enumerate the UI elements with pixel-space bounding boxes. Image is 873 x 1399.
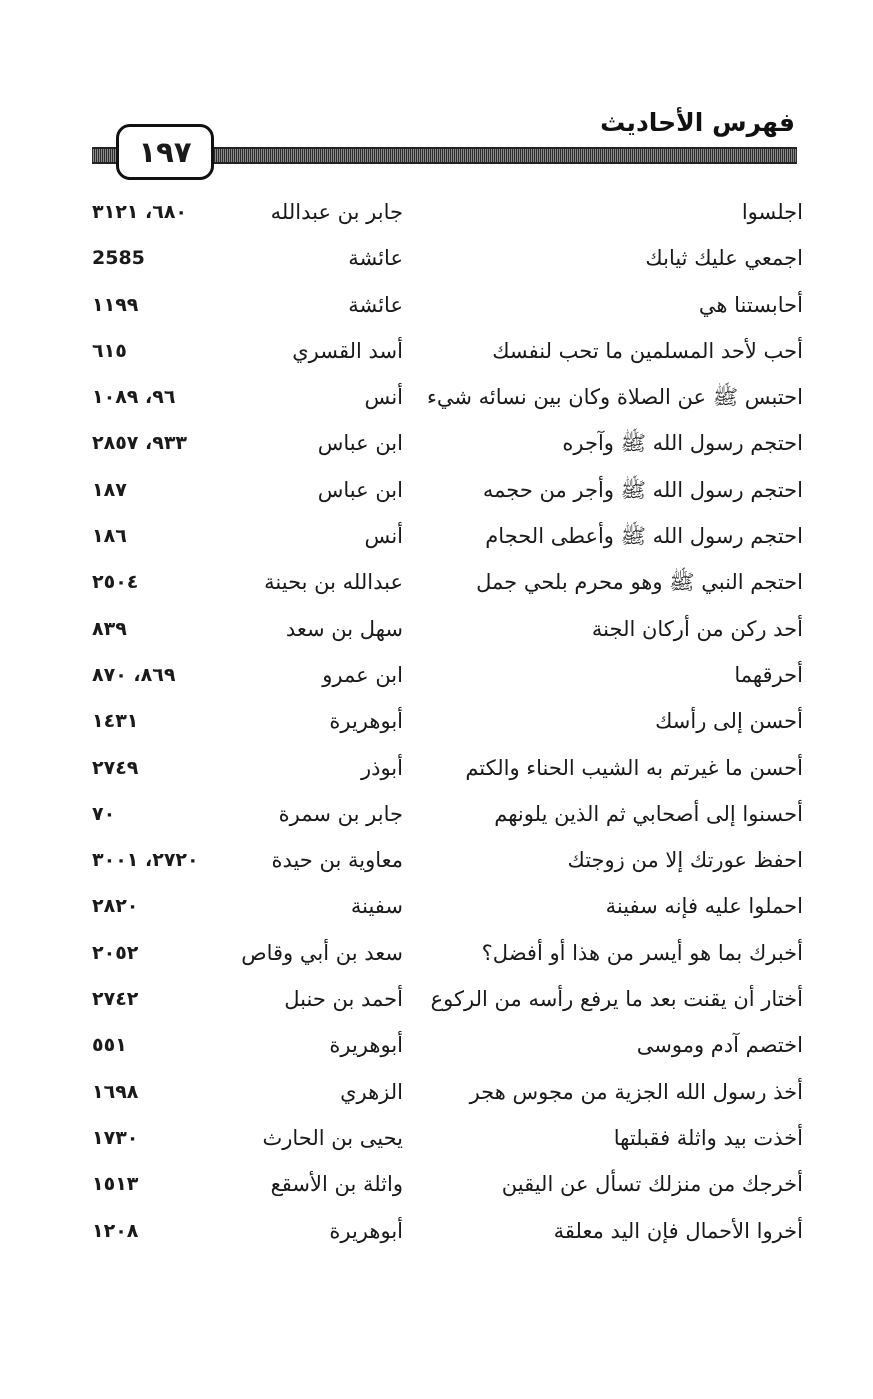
list-item [0, 697, 873, 743]
narrator: عائشة [348, 246, 403, 271]
list-item [0, 373, 873, 419]
reference-numbers: ٨٦٩، ٨٧٠ [92, 663, 176, 686]
list-item [0, 1114, 873, 1160]
hadith-text: أخروا الأحمال فإن اليد معلقة [553, 1218, 803, 1243]
list-item [0, 281, 873, 327]
list-item [0, 512, 873, 558]
hadith-text: اختصم آدم وموسى [636, 1033, 803, 1058]
index-title: فهرس الأحاديث [600, 108, 795, 137]
hadith-text: أخذت بيد واثلة فقبلتها [613, 1125, 803, 1150]
reference-numbers: ١٧٣٠ [92, 1126, 139, 1149]
narrator: أبوذر [360, 755, 403, 780]
hadith-text: احتجم رسول الله ﷺ وآجره [562, 431, 803, 456]
hadith-text: اجمعي عليك ثيابك [645, 246, 803, 271]
hadith-text: أحد ركن من أركان الجنة [591, 616, 803, 641]
list-item [0, 466, 873, 512]
list-item [0, 1068, 873, 1114]
reference-numbers: ٦١٥ [92, 339, 127, 362]
narrator: يحيى بن الحارث [262, 1125, 403, 1150]
reference-numbers: ٧٠ [92, 802, 116, 825]
list-item [0, 1021, 873, 1067]
list-item [0, 1207, 873, 1253]
narrator: جابر بن عبدالله [270, 200, 403, 224]
hadith-text: احتجم رسول الله ﷺ وأجر من حجمه [482, 477, 803, 502]
reference-numbers: 2585 [92, 247, 145, 270]
reference-numbers: ٦٨٠، ٣١٢١ [92, 201, 188, 223]
page-header [0, 0, 873, 200]
list-item [0, 744, 873, 790]
narrator: أنس [364, 385, 403, 410]
list-item [0, 975, 873, 1021]
reference-numbers: ٩٣٣، ٢٨٥٧ [92, 432, 188, 455]
reference-numbers: ٩٦، ١٠٨٩ [92, 386, 176, 409]
reference-numbers: ١١٩٩ [92, 293, 139, 316]
narrator: سفينة [350, 894, 403, 919]
reference-numbers: ٨٣٩ [92, 617, 127, 640]
hadith-text: احملوا عليه فإنه سفينة [605, 894, 803, 919]
hadith-index-list [0, 188, 873, 1253]
narrator: أبوهريرة [329, 1033, 403, 1058]
narrator: معاوية بن حيدة [271, 848, 403, 873]
narrator: أبوهريرة [329, 1218, 403, 1243]
narrator: أبوهريرة [329, 709, 403, 734]
list-item [0, 188, 873, 234]
reference-numbers: ١٦٩٨ [92, 1080, 139, 1103]
reference-numbers: ٢٧٤٩ [92, 756, 139, 779]
hadith-text: أخبرك بما هو أيسر من هذا أو أفضل؟ [481, 940, 803, 965]
narrator: ابن عباس [317, 431, 403, 456]
list-item [0, 327, 873, 373]
narrator: ابن عمرو [322, 662, 403, 687]
reference-numbers: ١٤٣١ [92, 710, 139, 733]
narrator: سهل بن سعد [285, 616, 403, 641]
narrator: واثلة بن الأسقع [270, 1172, 403, 1197]
hadith-text: أحسنوا إلى أصحابي ثم الذين يلونهم [494, 801, 803, 826]
narrator: عبدالله بن بحينة [264, 570, 403, 595]
list-item [0, 419, 873, 465]
reference-numbers: ٢٧٤٢ [92, 988, 139, 1011]
list-item [0, 558, 873, 604]
reference-numbers: ١٢٠٨ [92, 1219, 139, 1242]
reference-numbers: ١٨٦ [92, 525, 127, 548]
narrator: الزهري [340, 1079, 403, 1104]
list-item [0, 882, 873, 928]
hadith-text: أخذ رسول الله الجزية من مجوس هجر [469, 1079, 803, 1104]
reference-numbers: ٢٥٠٤ [92, 571, 139, 594]
hadith-text: أحابستنا هي [698, 292, 803, 317]
hadith-text: أختار أن يقنت بعد ما يرفع رأسه من الركوع [430, 987, 803, 1012]
list-item [0, 651, 873, 697]
narrator: سعد بن أبي وقاص [241, 940, 403, 965]
list-item [0, 929, 873, 975]
narrator: جابر بن سمرة [278, 801, 403, 826]
reference-numbers: ١٥١٣ [92, 1173, 139, 1196]
reference-numbers: ٥٥١ [92, 1034, 127, 1057]
hadith-text: احفظ عورتك إلا من زوجتك [567, 848, 803, 873]
hadith-text: أحب لأحد المسلمين ما تحب لنفسك [492, 338, 803, 363]
hadith-text: أخرجك من منزلك تسأل عن اليقين [501, 1172, 803, 1197]
page-number: ١٩٧ [116, 124, 214, 180]
reference-numbers: ٢٠٥٢ [92, 941, 139, 964]
list-item [0, 1160, 873, 1206]
hadith-text: أحسن إلى رأسك [655, 709, 803, 734]
narrator: أسد القسري [292, 338, 403, 363]
list-item [0, 836, 873, 882]
reference-numbers: ١٨٧ [92, 478, 127, 501]
narrator: أنس [364, 524, 403, 549]
list-item [0, 234, 873, 280]
list-item [0, 790, 873, 836]
hadith-text: أحسن ما غيرتم به الشيب الحناء والكتم [465, 755, 803, 780]
list-item [0, 605, 873, 651]
hadith-text: اجلسوا [741, 200, 803, 224]
hadith-text: احتجم رسول الله ﷺ وأعطى الحجام [485, 524, 803, 549]
narrator: عائشة [348, 292, 403, 317]
reference-numbers: ٢٨٢٠ [92, 895, 139, 918]
narrator: أحمد بن حنبل [284, 987, 403, 1012]
hadith-text: احتبس ﷺ عن الصلاة وكان بين نسائه شيء [426, 385, 803, 410]
narrator: ابن عباس [317, 477, 403, 502]
hadith-text: احتجم النبي ﷺ وهو محرم بلحي جمل [476, 570, 803, 595]
hadith-text: أحرقهما [734, 662, 803, 687]
reference-numbers: ٢٧٢٠، ٣٠٠١ [92, 849, 199, 872]
